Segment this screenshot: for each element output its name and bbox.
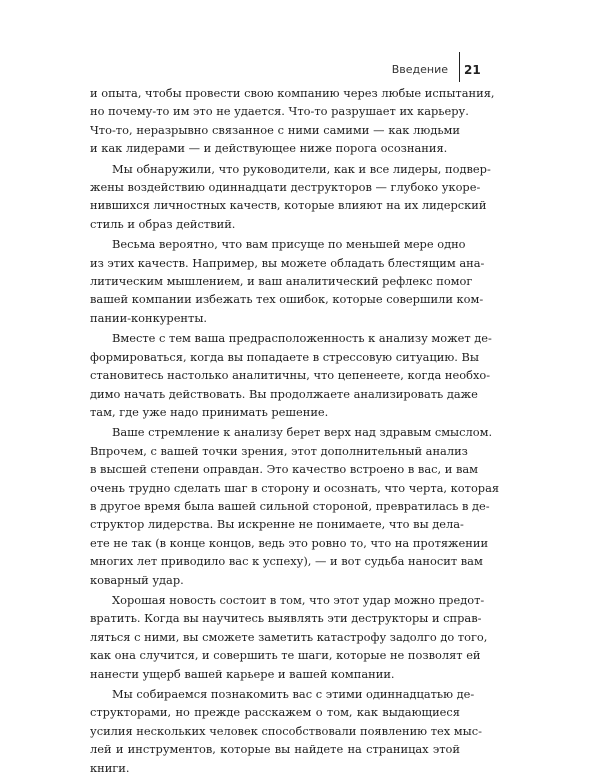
text-line: стиль и образ действий. — [90, 216, 236, 231]
paragraph — [90, 84, 495, 158]
paragraph — [90, 423, 500, 589]
paragraph — [90, 235, 485, 327]
text-line: в высшей степени оправдан. Это качество встроено в вас, и вам — [90, 462, 479, 477]
header-divider — [459, 52, 460, 82]
text-line: димо начать действовать. Вы продолжаете анализировать даже — [90, 386, 478, 401]
text-line: коварный удар. — [90, 572, 184, 587]
text-line: вратить. Когда вы научитесь выявлять эти деструкторы и справ- — [90, 611, 482, 626]
text-line: Мы обнаружили, что руководители, как и все лидеры, подвер- — [112, 161, 491, 176]
text-line: многих лет приводило вас к успеху), — и вот судьба наносит вам — [90, 554, 483, 569]
text-line: усилия нескольких человек способствовали появлению тех мыс- — [90, 723, 482, 738]
text-line: ляться с ними, вы сможете заметить катастрофу задолго до того, — [90, 629, 488, 644]
text-line: нанести ущерб вашей карьере и вашей компании. — [90, 666, 395, 681]
text-line: Ваше стремление к анализу берет верх над здравым смыслом. — [112, 425, 493, 440]
text-line: Впрочем, с вашей точки зрения, этот дополнительный анализ — [90, 443, 468, 458]
text-line: становитесь настолько аналитичны, что цепенеете, когда необхо- — [90, 368, 491, 383]
text-line: жены воздействию одиннадцати деструкторов — глубоко укоре- — [90, 180, 481, 195]
text-line: там, где уже надо принимать решение. — [90, 404, 329, 419]
text-line: ете не так (в конце концов, ведь это ровно то, что на протяжении — [90, 535, 489, 550]
text-line: формироваться, когда вы попадаете в стрессовую ситуацию. Вы — [90, 349, 479, 364]
text-line: Вместе с тем ваша предрасположенность к анализу может де- — [112, 331, 492, 346]
text-line: и опыта, чтобы провести свою компанию через любые испытания, — [90, 86, 495, 100]
paragraph — [90, 685, 482, 777]
text-line: очень трудно сделать шаг в сторону и осознать, что черта, которая — [90, 480, 500, 495]
text-line: из этих качеств. Например, вы можете обладать блестящим ана- — [90, 255, 485, 270]
text-line: нившихся личностных качеств, которые влияют на их лидерский — [90, 198, 487, 213]
text-line: вашей компании избежать тех ошибок, которые совершили ком- — [90, 292, 484, 307]
section-title: Введение — [391, 63, 448, 76]
text-line: структорами, но прежде расскажем о том, как выдающиеся — [90, 705, 460, 720]
text-line: пании-конкуренты. — [90, 310, 208, 325]
paragraph — [90, 329, 492, 421]
text-line: структор лидерства. Вы искренне не понимаете, что вы дела- — [90, 517, 464, 532]
body-text — [90, 84, 500, 777]
text-line: Хорошая новость состоит в том, что этот удар можно предот- — [112, 592, 485, 607]
text-line: но почему-то им это не удается. Что-то разрушает их карьеру. — [90, 104, 469, 119]
text-line: в другое время была вашей сильной стороной, превратилась в де- — [90, 498, 490, 513]
text-line: и как лидерами — и действующее ниже порога осознания. — [90, 141, 448, 156]
text-line: как она случится, и совершить те шаги, которые не позволят ей — [90, 648, 481, 663]
page-number: 21 — [464, 63, 481, 77]
text-line: Весьма вероятно, что вам присуще по меньшей мере одно — [112, 237, 466, 252]
text-line: книги. — [90, 760, 130, 775]
paragraph — [90, 591, 488, 683]
text-line: литическим мышлением, и ваш аналитический рефлекс помог — [90, 274, 473, 289]
text-line: Мы собираемся познакомить вас с этими одиннадцатью де- — [112, 687, 475, 701]
text-line: лей и инструментов, которые вы найдете на страницах этой — [90, 742, 460, 757]
paragraph — [90, 160, 491, 234]
text-line: Что-то, неразрывно связанное с ними самими — как людьми — [90, 122, 460, 137]
